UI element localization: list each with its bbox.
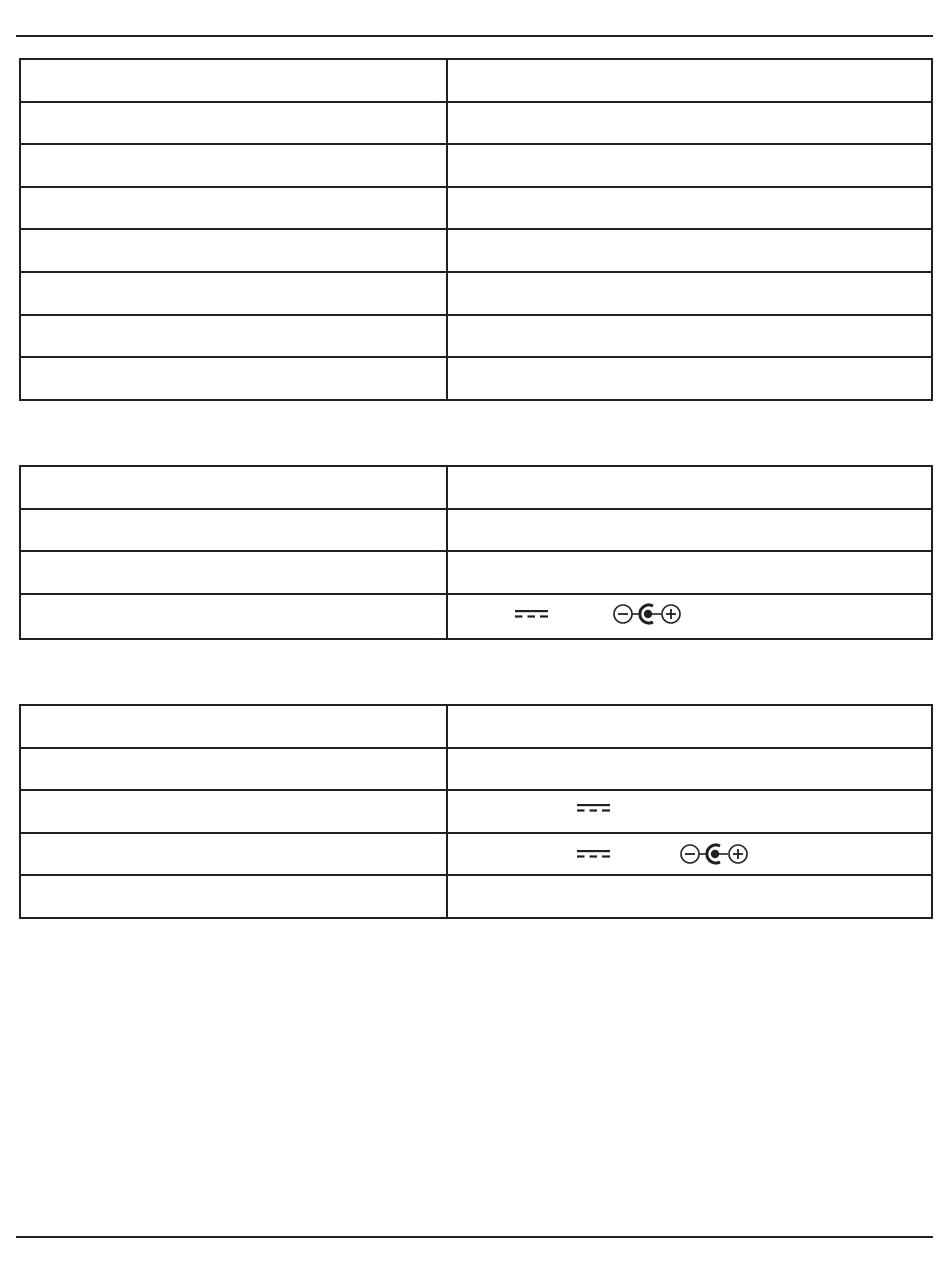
row-value bbox=[447, 272, 932, 315]
table-row bbox=[20, 187, 932, 230]
row-value bbox=[447, 705, 932, 748]
table-row bbox=[20, 272, 932, 315]
table-row bbox=[20, 790, 932, 833]
row-label bbox=[20, 705, 447, 748]
table-row bbox=[20, 705, 932, 748]
row-value bbox=[447, 466, 932, 509]
row-label bbox=[20, 748, 447, 791]
row-value bbox=[447, 229, 932, 272]
row-value bbox=[447, 59, 932, 102]
row-value bbox=[447, 551, 932, 594]
table-row bbox=[20, 594, 932, 639]
row-label bbox=[20, 466, 447, 509]
row-label bbox=[20, 229, 447, 272]
polarity-center-positive-icon bbox=[680, 842, 750, 866]
row-value bbox=[447, 144, 932, 187]
row-label bbox=[20, 315, 447, 358]
table-row bbox=[20, 315, 932, 358]
row-label bbox=[20, 833, 447, 876]
dc-current-icon bbox=[576, 849, 612, 859]
row-label bbox=[20, 144, 447, 187]
footer-rule bbox=[16, 1236, 933, 1238]
row-label bbox=[20, 551, 447, 594]
row-value bbox=[447, 187, 932, 230]
table-row bbox=[20, 875, 932, 918]
row-value bbox=[447, 790, 932, 833]
dc-current-icon bbox=[576, 803, 612, 813]
row-label bbox=[20, 102, 447, 145]
row-value bbox=[447, 509, 932, 552]
table-row bbox=[20, 509, 932, 552]
row-value bbox=[447, 594, 932, 639]
table-row bbox=[20, 144, 932, 187]
row-label bbox=[20, 509, 447, 552]
row-label bbox=[20, 187, 447, 230]
dc-current-icon bbox=[514, 609, 550, 619]
table-row bbox=[20, 833, 932, 876]
table-row bbox=[20, 466, 932, 509]
row-label bbox=[20, 875, 447, 918]
header-rule bbox=[16, 35, 933, 37]
row-label bbox=[20, 357, 447, 400]
table-row bbox=[20, 748, 932, 791]
row-label bbox=[20, 272, 447, 315]
spec-table-3 bbox=[19, 704, 933, 919]
row-value bbox=[447, 833, 932, 876]
polarity-center-positive-icon bbox=[613, 602, 683, 626]
row-label bbox=[20, 59, 447, 102]
row-value bbox=[447, 748, 932, 791]
table-row bbox=[20, 357, 932, 400]
spec-table-2 bbox=[19, 465, 933, 640]
row-label bbox=[20, 594, 447, 639]
row-value bbox=[447, 357, 932, 400]
table-row bbox=[20, 229, 932, 272]
row-value bbox=[447, 315, 932, 358]
table-row bbox=[20, 551, 932, 594]
row-label bbox=[20, 790, 447, 833]
row-value bbox=[447, 875, 932, 918]
row-value bbox=[447, 102, 932, 145]
spec-table-1 bbox=[19, 58, 933, 401]
table-row bbox=[20, 59, 932, 102]
table-row bbox=[20, 102, 932, 145]
